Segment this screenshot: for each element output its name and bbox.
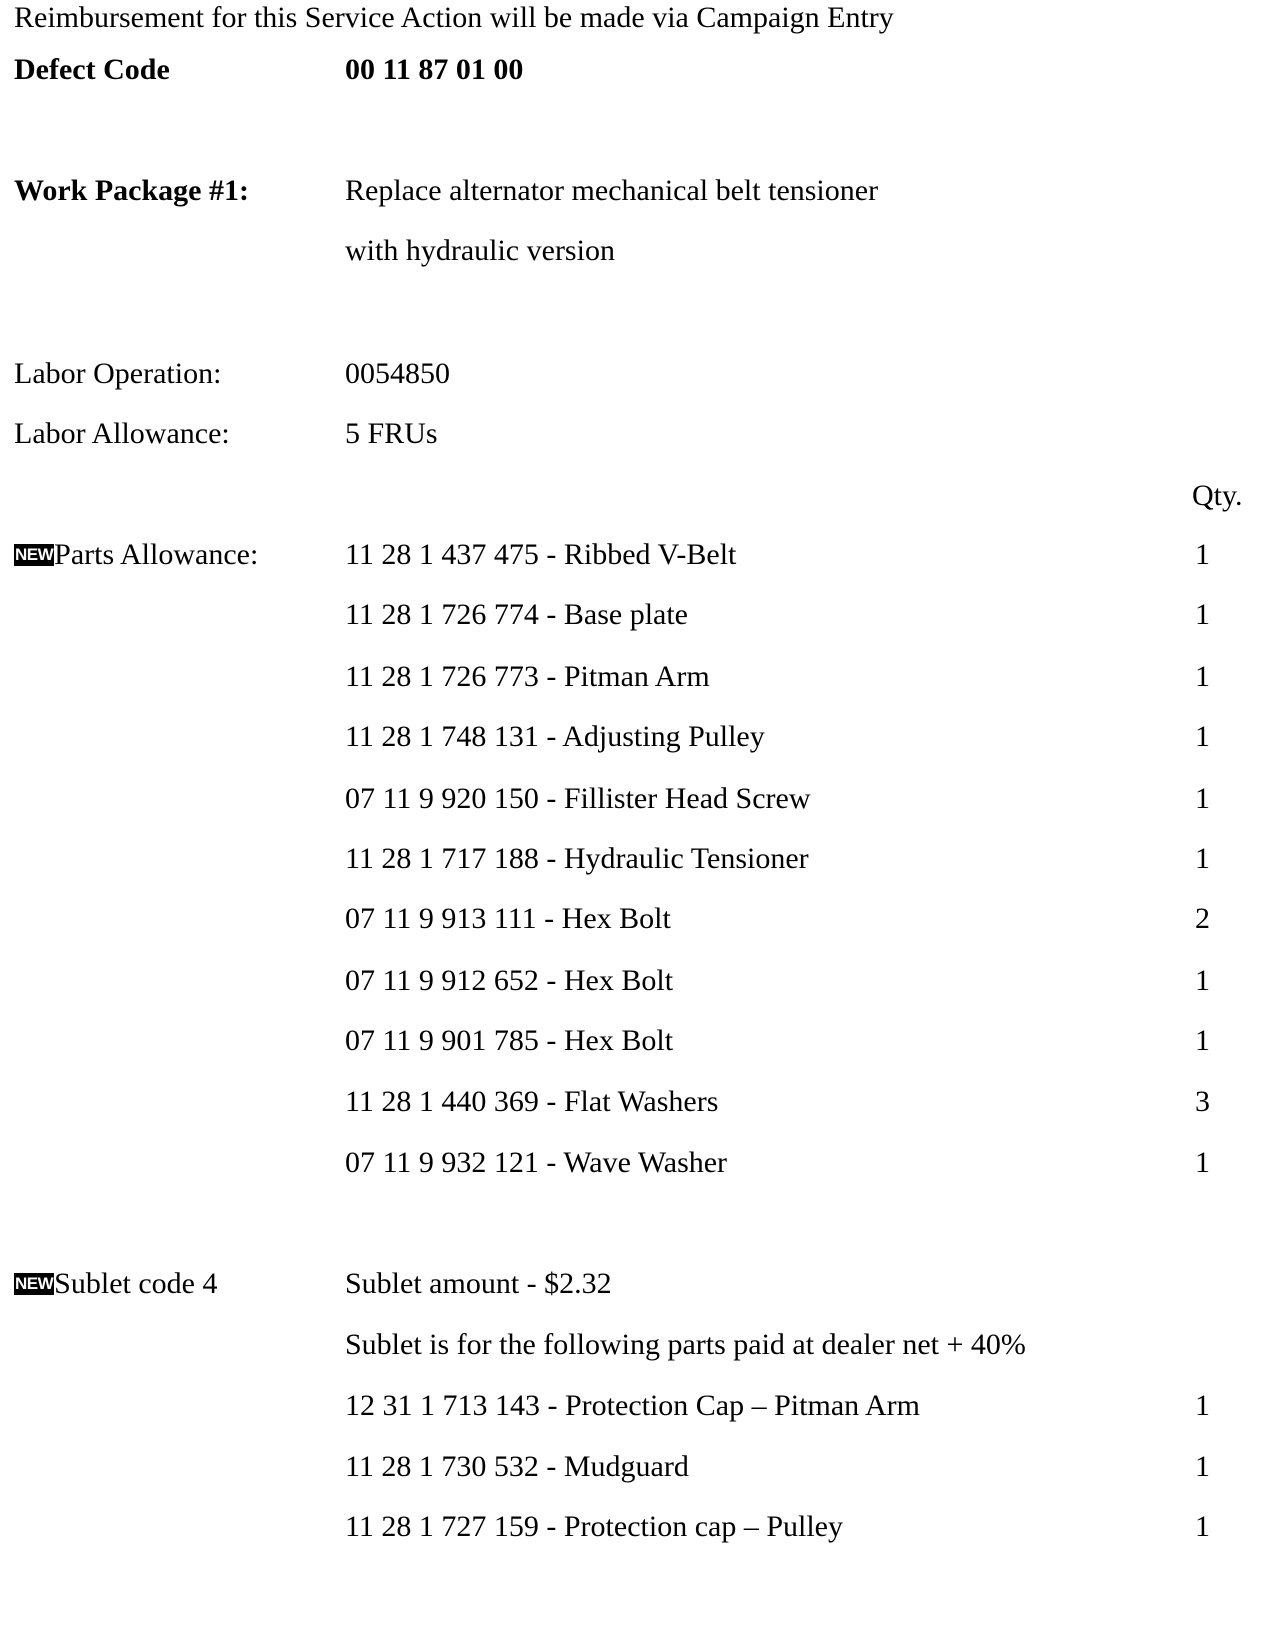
list-item: [0, 1084, 1264, 1124]
part-description: 07 11 9 912 652 - Hex Bolt: [345, 964, 674, 997]
part-quantity: 1: [1195, 598, 1210, 631]
part-quantity: 1: [1195, 538, 1210, 571]
part-description: 07 11 9 932 121 - Wave Washer: [345, 1146, 728, 1179]
part-description: 12 31 1 713 143 - Protection Cap – Pitman Arm: [345, 1389, 920, 1422]
part-quantity: 1: [1195, 964, 1210, 997]
list-item: [0, 1023, 1264, 1063]
part-description: 11 28 1 437 475 - Ribbed V-Belt: [345, 538, 737, 571]
new-badge: NEW: [15, 545, 54, 564]
part-description: 11 28 1 440 369 - Flat Washers: [345, 1085, 719, 1118]
reimbursement-text: Reimbursement for this Service Action will be made via Campaign Entry: [14, 1, 894, 34]
list-item: [0, 781, 1264, 821]
list-item: [0, 1449, 1264, 1489]
work-package-description-line2: with hydraulic version: [345, 234, 615, 267]
labor-operation-label: Labor Operation:: [14, 357, 222, 390]
part-description: 07 11 9 901 785 - Hex Bolt: [345, 1024, 674, 1057]
list-item: [0, 841, 1264, 881]
list-item: [0, 963, 1264, 1003]
defect-code-label: Defect Code: [14, 53, 170, 86]
part-quantity: 2: [1195, 902, 1210, 935]
part-description: 11 28 1 717 188 - Hydraulic Tensioner: [345, 842, 809, 875]
part-description: 07 11 9 920 150 - Fillister Head Screw: [345, 782, 811, 815]
list-item: [0, 659, 1264, 699]
qty-column-header: Qty.: [1192, 479, 1243, 512]
sublet-heading: [14, 1266, 217, 1302]
part-quantity: 1: [1195, 720, 1210, 753]
sublet-code-label: Sublet code 4: [54, 1267, 218, 1300]
part-description: 11 28 1 748 131 - Adjusting Pulley: [345, 720, 765, 753]
labor-operation-value: 0054850: [345, 357, 450, 390]
work-package-description-line1: Replace alternator mechanical belt tensioner: [345, 174, 879, 207]
list-item: [0, 901, 1264, 941]
part-quantity: 1: [1195, 1450, 1210, 1483]
labor-allowance-label: Labor Allowance:: [14, 417, 230, 450]
list-item: [0, 537, 1264, 577]
part-description: 07 11 9 913 111 - Hex Bolt: [345, 902, 671, 935]
part-quantity: 1: [1195, 782, 1210, 815]
parts-allowance-label: Parts Allowance:: [54, 538, 259, 571]
list-item: [0, 719, 1264, 759]
list-item: [0, 597, 1264, 637]
part-quantity: 1: [1195, 842, 1210, 875]
work-package-label: Work Package #1:: [14, 174, 249, 207]
part-description: 11 28 1 726 774 - Base plate: [345, 598, 688, 631]
part-description: 11 28 1 730 532 - Mudguard: [345, 1450, 689, 1483]
part-quantity: 1: [1195, 1024, 1210, 1057]
part-quantity: 1: [1195, 1510, 1210, 1543]
part-description: 11 28 1 727 159 - Protection cap – Pulley: [345, 1510, 843, 1543]
labor-allowance-value: 5 FRUs: [345, 417, 438, 450]
part-quantity: 1: [1195, 1146, 1210, 1179]
new-badge: NEW: [15, 1274, 54, 1293]
list-item: [0, 1509, 1264, 1549]
list-item: [0, 1145, 1264, 1185]
list-item: [0, 1388, 1264, 1428]
part-quantity: 1: [1195, 660, 1210, 693]
defect-code-value: 00 11 87 01 00: [345, 53, 524, 86]
part-quantity: 1: [1195, 1389, 1210, 1422]
sublet-note: Sublet is for the following parts paid at dealer net + 40%: [345, 1328, 1026, 1361]
part-quantity: 3: [1195, 1085, 1210, 1118]
part-description: 11 28 1 726 773 - Pitman Arm: [345, 660, 710, 693]
sublet-amount: Sublet amount - $2.32: [345, 1267, 612, 1300]
